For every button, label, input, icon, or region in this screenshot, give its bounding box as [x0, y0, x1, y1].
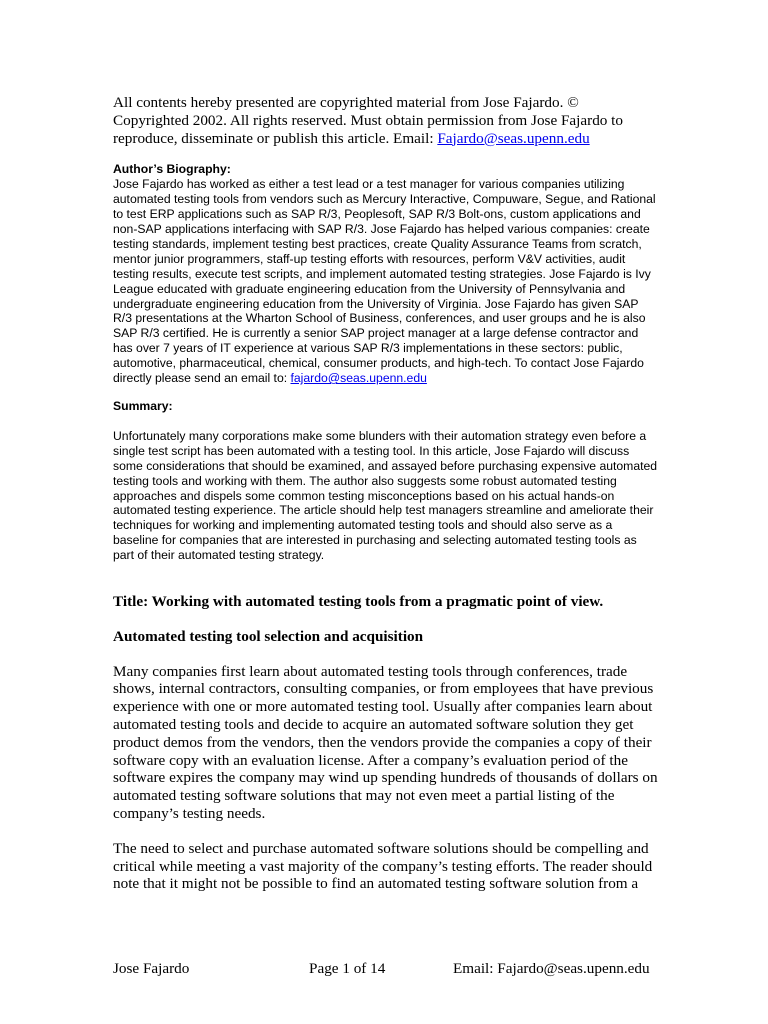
article-paragraph-1: Many companies first learn about automated testing tools through conferences, trade shows, internal contractors, consulting companies, or from employees that have previous experience with one or more automated testing tool. Usually after companies learn about automated testing tools and decide to acquire an automated software solution they get product demos from the vendors, then the vendors provide the companies a copy of their software copy with an evaluation license. After a company’s evaluation period of the software expires the company may wind up spending hundreds of thousands of dollars on automated testing software solutions that may not even meet a partial listing of the company’s testing needs.	[113, 662, 658, 823]
copyright-email-link[interactable]: Fajardo@seas.upenn.edu	[437, 129, 590, 147]
biography-text	[113, 177, 658, 386]
summary-heading: Summary:	[113, 398, 173, 413]
footer-page-number: Page 1 of 14	[309, 960, 386, 977]
copyright-notice	[113, 94, 658, 147]
copyright-text: All contents hereby presented are copyrighted material from Jose Fajardo. © Copyrighted 2002. All rights reserved. Must obtain permission from Jose Fajardo to reproduce, disseminate or publish this article. Email:	[113, 94, 623, 147]
article-title: Title: Working with automated testing tools from a pragmatic point of view.	[113, 593, 604, 611]
biography-heading: Author’s Biography:	[113, 162, 231, 177]
article-paragraph-2: The need to select and purchase automated software solutions should be compelling and critical while meeting a vast majority of the company’s testing efforts. The reader should note that it might not be possible to find an automated testing software solution from a	[113, 839, 653, 893]
summary-text: Unfortunately many corporations make some blunders with their automation strategy even before a single test script has been automated with a testing tool. In this article, Jose Fajardo will discuss some considerations that should be examined, and assayed before purchasing expensive automated testing tools and working with them. The author also suggests some robust automated testing approaches and dispels some common testing misconceptions based on his actual hands-on automated testing experience. The article should help test managers streamline and ameliorate their techniques for working and implementing automated testing tools and should also serve as a baseline for companies that are interested in purchasing and selecting automated testing tools as part of their automated testing strategy.	[113, 428, 658, 563]
footer-email: Email: Fajardo@seas.upenn.edu	[453, 960, 650, 977]
section-heading: Automated testing tool selection and acquisition	[113, 627, 424, 645]
biography-body: Jose Fajardo has worked as either a test lead or a test manager for various companies utilizing automated testing tools from vendors such as Mercury Interactive, Compuware, Segue, and Rational to test ERP applications such as SAP R/3, Peoplesoft, SAP R/3 Bolt-ons, custom applications and non-SAP applications interfacing with SAP R/3. Jose Fajardo has helped various companies: create testing standards, implement testing best practices, create Quality Assurance Teams from scratch, mentor junior programmers, staff-up testing efforts with resources, perform V&V activities, audit testing results, execute test scripts, and implement automated testing strategies. Jose Fajardo is Ivy League educated with graduate engineering education from the University of Pennsylvania and undergraduate engineering education from the University of Virginia. Jose Fajardo has given SAP R/3 presentations at the Wharton School of Business, conferences, and user groups and he is also SAP R/3 certified. He is currently a senior SAP project manager at a large defense contractor and has over 7 years of IT experience at various SAP R/3 implementations in these sectors: public, automotive, pharmaceutical, chemical, consumer products, and high-tech. To contact Jose Fajardo directly please send an email to:	[113, 177, 656, 386]
footer-author: Jose Fajardo	[113, 960, 190, 977]
biography-email-link[interactable]: fajardo@seas.upenn.edu	[290, 371, 427, 386]
document-page	[113, 94, 658, 893]
